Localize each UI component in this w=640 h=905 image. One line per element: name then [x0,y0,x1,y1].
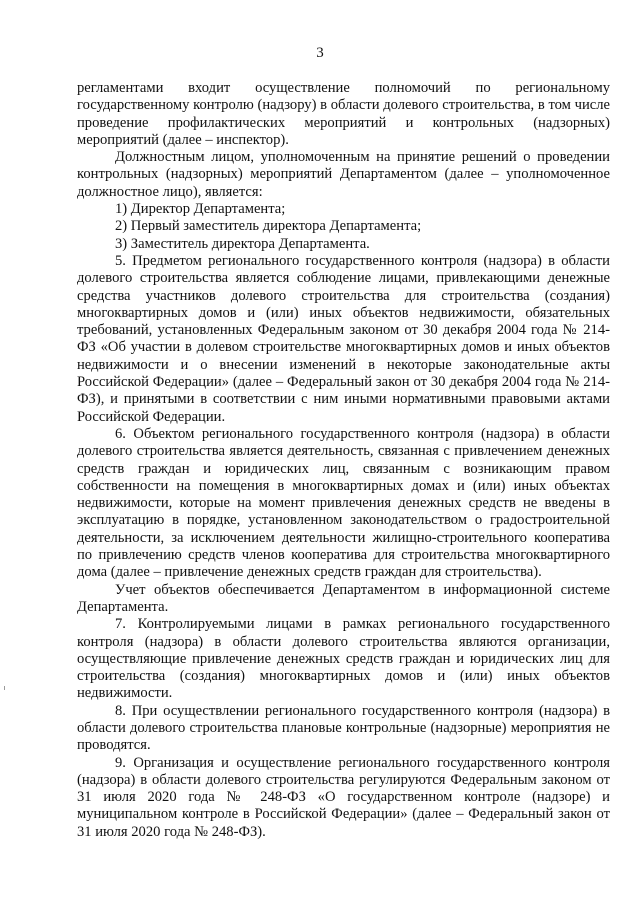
paragraph-object-registry: Учет объектов обеспечивается Департаментом в информационной системе Департамента. [77,581,610,615]
list-item-director: 1) Директор Департамента; [115,201,286,218]
paragraph-section-8: 8. При осуществлении регионального государственного контроля (надзора) в области долевого строительства плановые контрольные (надзорные) мероприятия не проводятся. [77,702,610,754]
paragraph-section-7: 7. Контролируемыми лицами в рамках регионального государственного контроля (надзора) в области долевого строительства являются организации, осуществляющие привлечение денежных средств граждан и юридических лиц для строительства (создания) многоквартирных домов и (или) иных объектов недвижимости. [77,616,610,702]
list-item-first-deputy: 2) Первый заместитель директора Департамента; [115,218,422,235]
paragraph-section-5: 5. Предметом регионального государственного контроля (надзора) в области долевого строительства является соблюдение лицами, привлекающими денежные средства участников долевого строительства для строительства (создания) многоквартирных домов и (или) иных объектов недвижимости, обязательных требований, установленных Федеральным законом от 30 декабря 2004 года № 214-ФЗ «Об участии в долевом строительстве многоквартирных домов и иных объектов недвижимости и о внесении изменений в некоторые законодательные акты Российской Федерации» (далее – Федеральный закон от 30 декабря 2004 года № 214-ФЗ), и принятыми в соответствии с ним иными нормативными правовыми актами Российской Федерации. [77,252,610,425]
document-body [77,80,610,841]
list-item-deputy: 3) Заместитель директора Департамента. [115,235,370,252]
margin-mark [4,686,5,690]
paragraph-authorized-official: Должностным лицом, уполномоченным на принятие решений о проведении контрольных (надзорных) мероприятий Департаментом (далее – уполномоченное должностное лицо), является: [77,149,610,200]
paragraph-section-9: 9. Организация и осуществление регионального государственного контроля (надзора) в области долевого строительства регулируются Федеральным законом от 31 июля 2020 года № 248-ФЗ «О государственном контроле (надзоре) и муниципальном контроле в Российской Федерации» (далее – Федеральный закон от 31 июля 2020 года № 248-ФЗ). [77,754,610,840]
paragraph-continuation: регламентами входит осуществление полномочий по региональному государственному контролю (надзору) в области долевого строительства, в том числе проведение профилактических мероприятий и контрольных (надзорных) мероприятий (далее – инспектор). [77,80,610,148]
page-number: 3 [316,45,324,61]
paragraph-section-6: 6. Объектом регионального государственного контроля (надзора) в области долевого строительства является деятельность, связанная с привлечением денежных средств граждан и юридических лиц, связанным с возникающим правом собственности на помещения в многоквартирных домах и (или) иных объектах недвижимости, которые на момент привлечения денежных средств не введены в эксплуатацию в порядке, установленном законодательством о градостроительной деятельности, за исключением деятельности жилищно-строительного кооператива по привлечению средств членов кооператива для строительства многоквартирного дома (далее – привлечение денежных средств граждан для строительства). [77,425,610,581]
